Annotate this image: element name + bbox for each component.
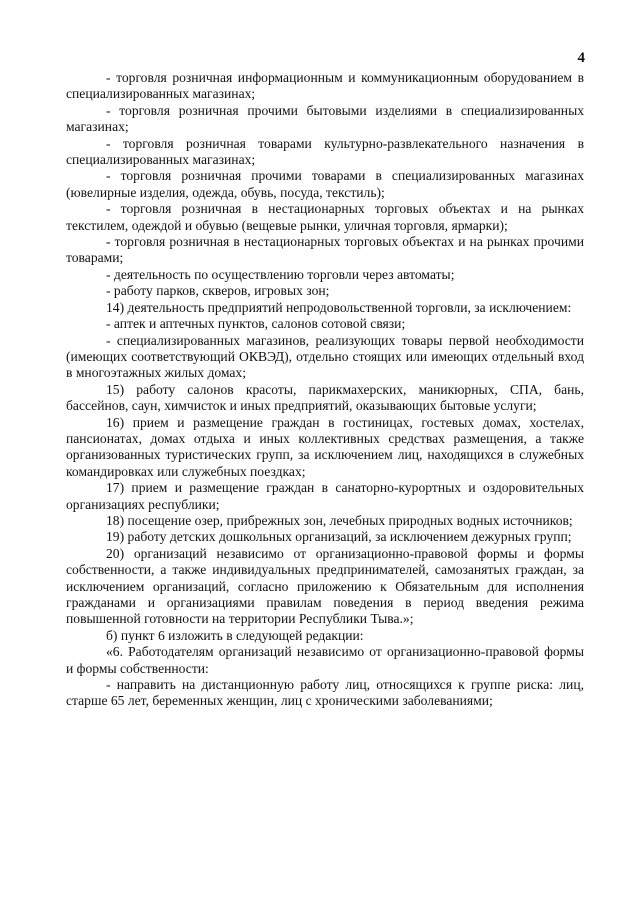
paragraph: - торговля розничная в нестационарных торговых объектах и на рынках текстилем, одеждой и обувью (вещевые рынки, уличная торговля, ярмарки);: [66, 201, 584, 233]
paragraph: 16) прием и размещение граждан в гостиницах, гостевых домах, хостелах, пансионатах, домах отдыха и иных коллективных средствах размещения, а также организованных туристических групп, за исключением лиц, находящихся в служебных командировках или служебных поездках;: [66, 414, 584, 479]
document-body: [66, 70, 584, 710]
page-number: 4: [577, 50, 585, 66]
paragraph: - специализированных магазинов, реализующих товары первой необходимости (имеющих соответствующий ОКВЭД), отдельно стоящих или имеющих отдельный вход в многоэтажных жилых домах;: [66, 332, 584, 381]
paragraph: - торговля розничная прочими бытовыми изделиями в специализированных магазинах;: [66, 102, 584, 135]
paragraph: - торговля розничная в нестационарных торговых объектах и на рынках прочими товарами;: [66, 234, 584, 266]
paragraph: - деятельность по осуществлению торговли через автоматы;: [106, 266, 455, 282]
paragraph: «6. Работодателям организаций независимо от организационно-правовой формы и формы собственности:: [66, 644, 584, 676]
paragraph: - торговля розничная товарами культурно-развлекательного назначения в специализированных магазинах;: [66, 135, 584, 168]
paragraph: 15) работу салонов красоты, парикмахерских, маникюрных, СПА, бань, бассейнов, саун, химчисток и иных предприятий, оказывающих бытовые услуги;: [66, 381, 584, 414]
paragraph: 17) прием и размещение граждан в санаторно-курортных и оздоровительных организациях республики;: [66, 480, 584, 512]
paragraph: - торговля розничная информационным и коммуникационным оборудованием в специализированных магазинах;: [66, 70, 584, 102]
paragraph: 14) деятельность предприятий непродовольственной торговли, за исключением:: [106, 299, 572, 315]
paragraph: б) пункт 6 изложить в следующей редакции:: [106, 627, 364, 643]
paragraph: - торговля розничная прочими товарами в специализированных магазинах (ювелирные изделия, одежда, обувь, посуда, текстиль);: [66, 168, 584, 200]
paragraph: 19) работу детских дошкольных организаций, за исключением дежурных групп;: [106, 529, 572, 545]
paragraph: - работу парков, скверов, игровых зон;: [106, 283, 330, 299]
paragraph: 18) посещение озер, прибрежных зон, лечебных природных водных источников;: [106, 512, 573, 528]
paragraph: - аптек и аптечных пунктов, салонов сотовой связи;: [106, 316, 406, 332]
paragraph: 20) организаций независимо от организационно-правовой формы и формы собственности, а также индивидуальных предпринимателей, самозанятых граждан, за исключением организаций, согласно приложению к Обязательным для исполнения гражданами и организациями правилам поведения в период введения режима повышенной готовности на территории Республики Тыва.»;: [66, 545, 584, 627]
paragraph: - направить на дистанционную работу лиц, относящихся к группе риска: лиц, старше 65 лет, беременных женщин, лиц с хроническими заболеваниями;: [66, 677, 584, 709]
